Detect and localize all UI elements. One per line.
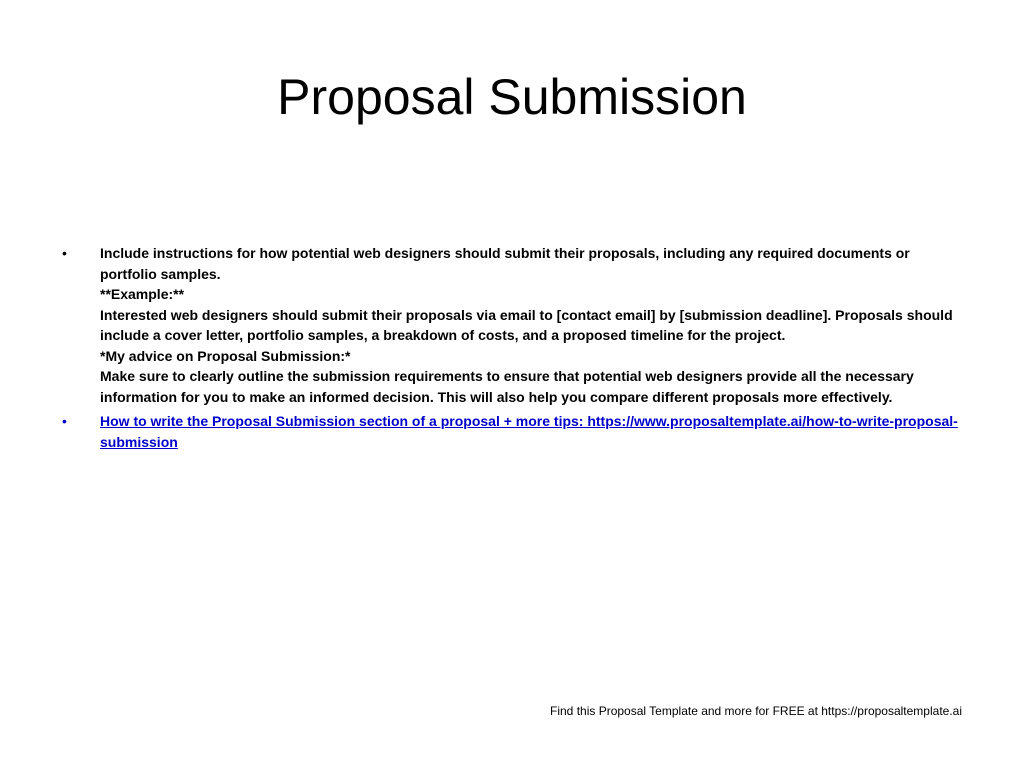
bullet-text-example-heading: **Example:** <box>100 286 185 302</box>
footer-note: Find this Proposal Template and more for FREE at https://proposaltemplate.ai <box>550 704 962 718</box>
bullet-text-advice-heading: *My advice on Proposal Submission:* <box>100 347 351 364</box>
bullet-item-link <box>62 411 962 452</box>
bullet-text-advice: Make sure to clearly outline the submission requirements to ensure that potential web designers provide all the necessary information for you to make an informed decision. This will also help you compare different proposals more effectively. <box>100 368 914 405</box>
slide-body <box>62 243 962 452</box>
bullet-text-instructions: Include instructions for how potential web designers should submit their proposals, including any required documents or portfolio samples. <box>100 245 910 282</box>
bullet-text-example: Interested web designers should submit their proposals via email to [contact email] by [submission deadline]. Proposals should include a cover letter, portfolio samples, a breakdown of costs, and a proposed timeline for the project. <box>100 306 953 343</box>
bullet-icon: • <box>62 413 67 429</box>
slide-title: Proposal Submission <box>277 69 747 125</box>
bullet-item-instructions <box>62 243 962 407</box>
proposal-submission-tips-link[interactable]: How to write the Proposal Submission section of a proposal + more tips: https://www.proposaltemplate.ai/how-to-write-proposal-submission <box>100 413 958 450</box>
bullet-icon: • <box>62 245 67 261</box>
